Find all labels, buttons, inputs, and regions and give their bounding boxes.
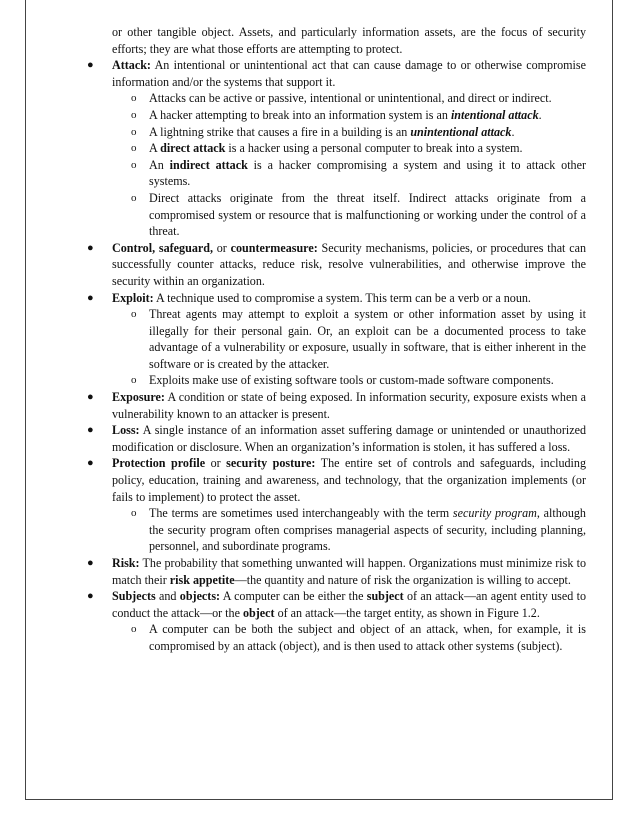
sub-item-text: . (511, 124, 515, 139)
definition: The probability that something unwanted will happen. Organizations must minimize risk to match their (112, 556, 586, 587)
bullet-icon: ● (87, 457, 94, 470)
list-item-attack (87, 57, 586, 90)
definition: A single instance of an information asset suffering damage or unintended or unauthorized modification or disclosure. When an organization’s information is stolen, it has suffered a loss. (112, 423, 586, 454)
bullet-icon: ● (87, 241, 94, 254)
bullet-icon: ● (87, 590, 94, 603)
sub-item-text: Exploits make use of existing software tools or custom-made software components. (149, 373, 554, 388)
sub-item (131, 107, 586, 124)
bold-term: indirect attack (169, 157, 248, 172)
sub-item-text: . (538, 107, 542, 122)
sub-item-text: Threat agents may attempt to exploit a system or other information asset by using it illegally for their personal gain. Or, an exploit can be a documented process to take advantage of a vulnerability or exposure, usually in software, that is either inherent in the software or is created by the attacker. (149, 307, 586, 371)
bullet-icon: ● (87, 291, 94, 304)
circle-bullet-icon: o (131, 108, 137, 121)
document-body (87, 24, 586, 655)
bullet-icon: ● (87, 557, 94, 569)
sub-item-text: is a hacker compromising a system and using it to attack other systems. (149, 157, 586, 189)
list-item-exposure (87, 389, 586, 422)
bold-term: direct attack (160, 141, 226, 156)
term-exposure: Exposure: (112, 390, 165, 405)
bullet-icon: ● (87, 59, 94, 72)
bold-term: subject (366, 589, 404, 604)
sub-item (131, 306, 586, 372)
emphasis: unintentional attack (410, 124, 512, 139)
term-subjects: Subjects (112, 589, 156, 604)
list-item-exploit (87, 290, 586, 307)
connector: or (212, 240, 231, 255)
circle-bullet-icon: o (131, 125, 137, 138)
connector: or (205, 456, 227, 471)
list-item-loss (87, 422, 586, 455)
sub-item (131, 140, 586, 157)
definition: A condition or state of being exposed. In information security, exposure exists when a vulnerability known to an attacker is present. (112, 390, 586, 421)
circle-bullet-icon: o (131, 374, 137, 387)
emphasis: security program (452, 506, 537, 521)
list-item-control (87, 240, 586, 290)
sub-item-text: is a hacker using a personal computer to break into a system. (225, 141, 523, 156)
connector: and (155, 589, 180, 604)
term-security-posture: security posture: (226, 456, 316, 471)
definition: A computer can be either the (220, 589, 367, 604)
emphasis: intentional attack (450, 107, 539, 122)
sub-item-text: , although the security program often comprises managerial aspects of security, including planning, personnel, and subordinate programs. (149, 506, 586, 554)
term-risk: Risk: (112, 556, 140, 570)
sub-item-text: A (149, 141, 161, 156)
definition: The entire set of controls and safeguards, including policy, education, training and awareness, and technology, that the organization implements (or fails to implement) to protect the asset. (112, 456, 586, 504)
sub-item (131, 621, 586, 654)
sub-item (131, 157, 586, 190)
term-exploit: Exploit: (112, 290, 154, 305)
term-countermeasure: countermeasure: (230, 240, 318, 255)
circle-bullet-icon: o (131, 308, 137, 321)
bold-term: risk appetite (169, 572, 235, 587)
definition: An intentional or unintentional act that can cause damage to or otherwise compromise information and/or the systems that support it. (112, 58, 586, 89)
list-item-protection-profile (87, 455, 586, 505)
sub-item-text: An (149, 157, 170, 172)
sub-item-text: Attacks can be active or passive, intentional or unintentional, and direct or indirect. (149, 91, 552, 106)
definition: Security mechanisms, policies, or procedures that can successfully counter attacks, reduce risk, resolve vulnerabilities, and otherwise improve the security within an organization. (112, 240, 586, 288)
circle-bullet-icon: o (131, 158, 137, 171)
sub-item-text: A computer can be both the subject and object of an attack, when, for example, it is compromised by an attack (object), and is then used to attack other systems (subject). (149, 622, 586, 653)
circle-bullet-icon: o (131, 191, 137, 204)
list-item-subjects-objects (87, 588, 586, 621)
sub-item (131, 124, 586, 141)
list-item-risk (87, 555, 586, 588)
definition: of an attack—the target entity, as shown in Figure 1.2. (274, 605, 540, 620)
sub-item (131, 90, 586, 107)
term-loss: Loss: (112, 423, 140, 438)
definition: A technique used to compromise a system. This term can be a verb or a noun. (153, 290, 531, 305)
sub-item-text: A lightning strike that causes a fire in a building is an (149, 124, 411, 139)
term-objects: objects: (179, 589, 221, 604)
circle-bullet-icon: o (131, 92, 137, 105)
circle-bullet-icon: o (131, 142, 137, 155)
sub-item (131, 372, 586, 389)
sub-item (131, 505, 586, 555)
bold-term: object (242, 605, 275, 620)
bullet-icon: ● (87, 424, 94, 437)
intro-paragraph: or other tangible object. Assets, and particularly information assets, are the focus of security efforts; they are what those efforts are attempting to protect. (112, 25, 586, 56)
term-control: Control, safeguard, (112, 240, 213, 255)
term-attack: Attack: (112, 58, 151, 73)
bullet-icon: ● (87, 391, 94, 404)
definition: of an attack—an agent entity used to conduct the attack—or the (112, 589, 586, 620)
circle-bullet-icon: o (131, 623, 137, 636)
definition: —the quantity and nature of risk the organization is willing to accept. (234, 572, 571, 587)
sub-item (131, 190, 586, 240)
term-protection-profile: Protection profile (112, 456, 206, 471)
sub-item-text: A hacker attempting to break into an information system is an (149, 107, 451, 122)
sub-item-text: The terms are sometimes used interchangeably with the term (149, 506, 453, 521)
circle-bullet-icon: o (131, 507, 137, 520)
sub-item-text: Direct attacks originate from the threat itself. Indirect attacks originate from a compromised system or resource that is malfunctioning or working under the control of a threat. (149, 190, 586, 239)
